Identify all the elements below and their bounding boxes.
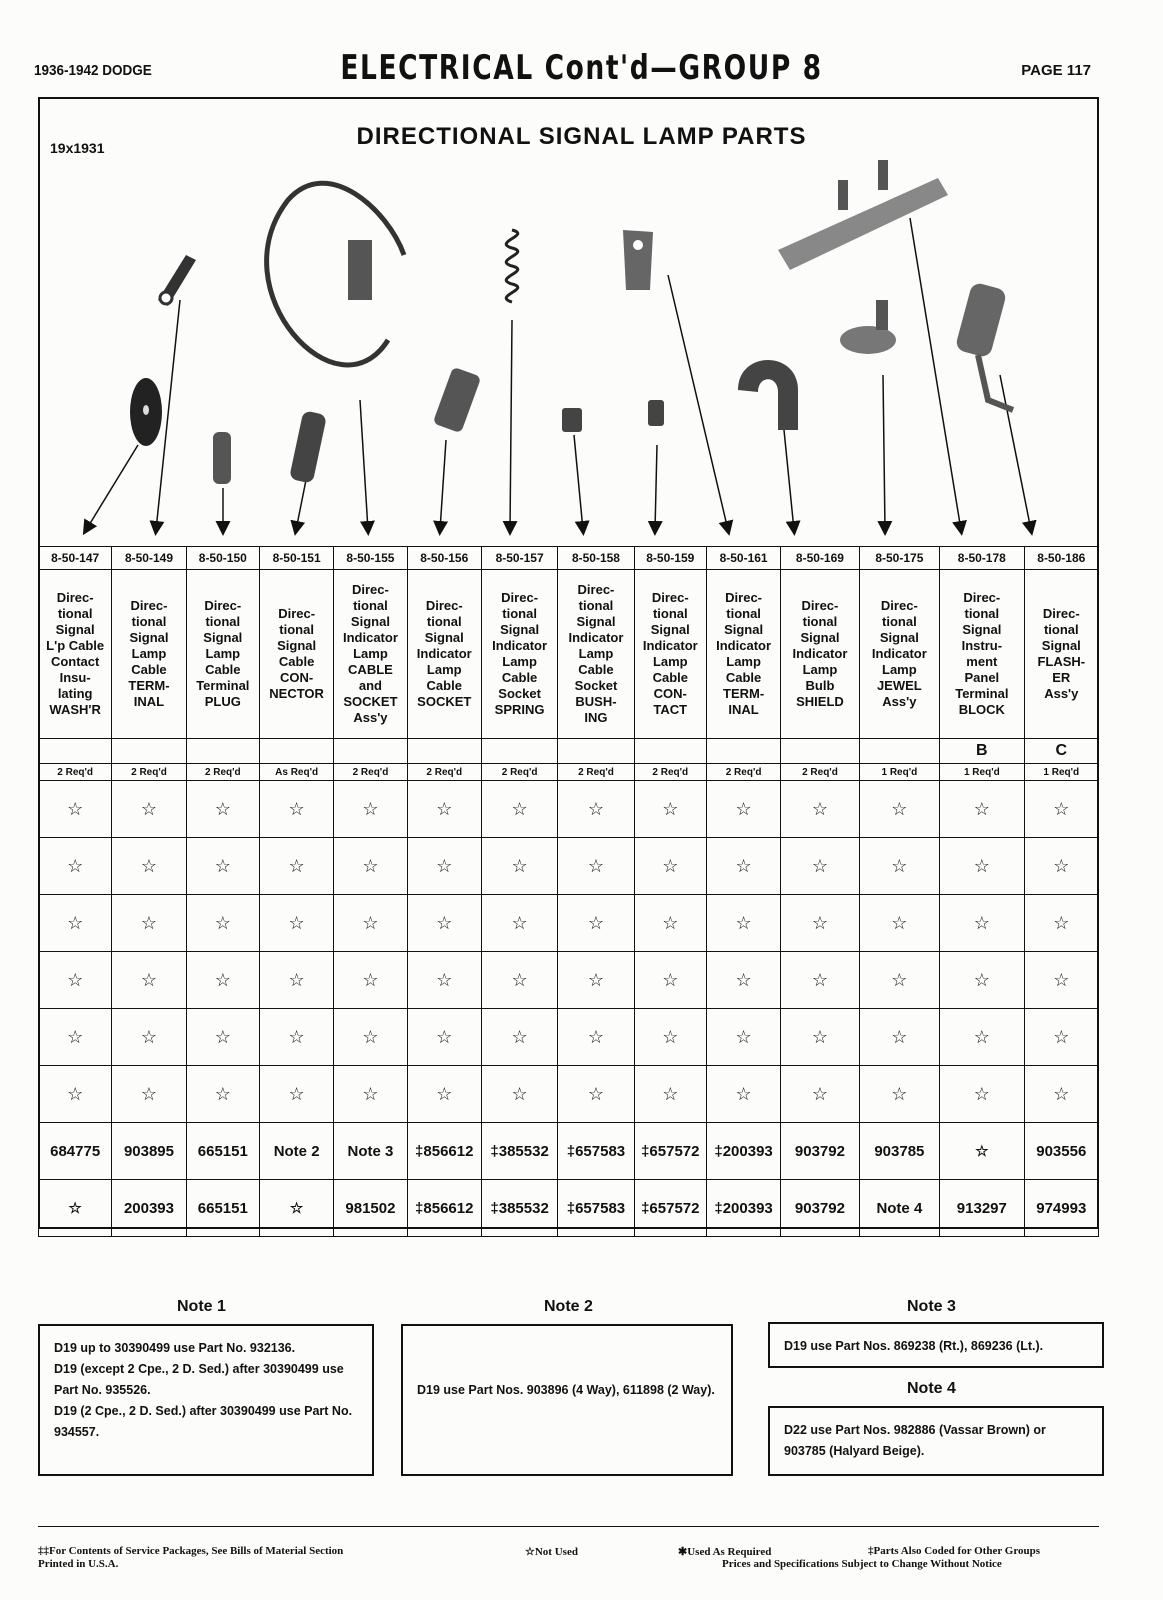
jewel-icon [840, 300, 896, 354]
not-used-star: ☆ [781, 895, 859, 952]
not-used-star: ☆ [407, 1066, 481, 1123]
not-used-star: ☆ [39, 1066, 112, 1123]
part-group-number: 8-50-147 [39, 547, 112, 570]
cable-socket-icon [267, 183, 404, 365]
not-used-star: ☆ [407, 895, 481, 952]
quantity-required: 2 Req'd [112, 764, 186, 781]
part-group-number: 8-50-178 [940, 547, 1025, 570]
not-used-star: ☆ [334, 952, 407, 1009]
not-used-star: ☆ [112, 838, 186, 895]
not-used-star: ☆ [781, 952, 859, 1009]
not-used-star: ☆ [1024, 952, 1098, 1009]
not-used-star: ☆ [407, 838, 481, 895]
part-description: Direc- tional Signal Indicator Lamp Cable SOCKET [407, 570, 481, 739]
part-number: 665151 [186, 1123, 259, 1180]
part-number: 903792 [781, 1123, 859, 1180]
part-number: Note 4 [859, 1180, 939, 1237]
not-used-star: ☆ [334, 1009, 407, 1066]
not-used-star: ☆ [112, 781, 186, 838]
footer-not-used: ☆Not Used [525, 1546, 578, 1558]
not-used-star: ☆ [558, 895, 634, 952]
quantity-required: 2 Req'd [186, 764, 259, 781]
part-number: ‡657583 [558, 1123, 634, 1180]
note3-box: D19 use Part Nos. 869238 (Rt.), 869236 (Lt.). [768, 1322, 1104, 1368]
not-used-star: ☆ [781, 781, 859, 838]
part-number: ‡856612 [407, 1180, 481, 1237]
not-used-star: ☆ [39, 838, 112, 895]
code-row [39, 739, 1099, 764]
part-code [186, 739, 259, 764]
part-description: Direc- tional Signal L'p Cable Contact Insu- lating WASH'R [39, 570, 112, 739]
part-description: Direc- tional Signal Indicator Lamp CABLE and SOCKET Ass'y [334, 570, 407, 739]
not-used-star: ☆ [186, 838, 259, 895]
quantity-required: 2 Req'd [481, 764, 557, 781]
not-used-star: ☆ [186, 895, 259, 952]
not-used-star: ☆ [706, 781, 780, 838]
part-group-number: 8-50-169 [781, 547, 859, 570]
quantity-required: 2 Req'd [334, 764, 407, 781]
part-code [558, 739, 634, 764]
quantity-required: As Req'd [259, 764, 333, 781]
star-row [39, 1066, 1099, 1123]
not-used-star: ☆ [558, 838, 634, 895]
not-used-star: ☆ [706, 1066, 780, 1123]
not-used-star: ☆ [859, 838, 939, 895]
part-number: 903792 [781, 1180, 859, 1237]
not-used-star: ☆ [1024, 781, 1098, 838]
not-used-star: ☆ [558, 1066, 634, 1123]
part-number: ‡200393 [706, 1180, 780, 1237]
part-row [39, 1180, 1099, 1237]
not-used-star: ☆ [334, 1066, 407, 1123]
not-used-star: ☆ [1024, 1066, 1098, 1123]
num-row [39, 547, 1099, 570]
not-used-star: ☆ [186, 952, 259, 1009]
not-used-star: ☆ [481, 1009, 557, 1066]
part-group-number: 8-50-155 [334, 547, 407, 570]
footer-prices: Prices and Specifications Subject to Change Without Notice [722, 1558, 1002, 1570]
not-used-star: ☆ [706, 895, 780, 952]
not-used-star: ☆ [259, 838, 333, 895]
part-group-number: 8-50-149 [112, 547, 186, 570]
footer-rule [38, 1526, 1099, 1527]
not-used-star: ☆ [259, 781, 333, 838]
section-title: DIRECTIONAL SIGNAL LAMP PARTS [356, 123, 807, 150]
not-used-star: ☆ [334, 895, 407, 952]
not-used-star: ☆ [481, 895, 557, 952]
not-used-star: ☆ [940, 895, 1025, 952]
not-used-star: ☆ [781, 1009, 859, 1066]
not-used-star: ☆ [706, 1009, 780, 1066]
part-code: B [940, 739, 1025, 764]
not-used-star: ☆ [558, 952, 634, 1009]
part-description: Direc- tional Signal Cable CON- NECTOR [259, 570, 333, 739]
page-number: PAGE 117 [1021, 62, 1091, 79]
part-description: Direc- tional Signal Instru- ment Panel Terminal BLOCK [940, 570, 1025, 739]
not-used-star: ☆ [39, 781, 112, 838]
star-row [39, 838, 1099, 895]
not-used-star: ☆ [481, 952, 557, 1009]
not-used-star: ☆ [634, 1009, 706, 1066]
part-number: 200393 [112, 1180, 186, 1237]
flasher-icon [955, 282, 1013, 410]
not-used-star: ☆ [859, 1009, 939, 1066]
quantity-required: 2 Req'd [706, 764, 780, 781]
quantity-required: 2 Req'd [407, 764, 481, 781]
footer-as-required: ✱Used As Required [678, 1546, 772, 1558]
part-number: ‡385532 [481, 1123, 557, 1180]
part-number: ‡657583 [558, 1180, 634, 1237]
note2-title: Note 2 [544, 1298, 593, 1315]
desc-row [39, 570, 1099, 739]
not-used-star: ☆ [334, 781, 407, 838]
part-number: ☆ [940, 1123, 1025, 1180]
note2-box: D19 use Part Nos. 903896 (4 Way), 611898 (2 Way). [401, 1324, 733, 1476]
contact-icon [648, 400, 664, 426]
not-used-star: ☆ [112, 1066, 186, 1123]
note1-line: D19 up to 30390499 use Part No. 932136. [54, 1341, 296, 1355]
part-number: Note 3 [334, 1123, 407, 1180]
quantity-required: 2 Req'd [781, 764, 859, 781]
not-used-star: ☆ [112, 1009, 186, 1066]
part-group-number: 8-50-157 [481, 547, 557, 570]
part-group-number: 8-50-158 [558, 547, 634, 570]
quantity-required: 2 Req'd [558, 764, 634, 781]
plug-icon [213, 432, 231, 484]
not-used-star: ☆ [859, 952, 939, 1009]
star-row [39, 1009, 1099, 1066]
not-used-star: ☆ [186, 781, 259, 838]
not-used-star: ☆ [634, 895, 706, 952]
part-code [481, 739, 557, 764]
star-row [39, 895, 1099, 952]
part-code: C [1024, 739, 1098, 764]
part-number: ☆ [39, 1180, 112, 1237]
part-description: Direc- tional Signal Indicator Lamp JEWEL Ass'y [859, 570, 939, 739]
terminal-block-icon [778, 160, 948, 270]
part-description: Direc- tional Signal Lamp Cable Terminal PLUG [186, 570, 259, 739]
not-used-star: ☆ [634, 838, 706, 895]
not-used-star: ☆ [781, 838, 859, 895]
part-number: ‡657572 [634, 1180, 706, 1237]
spring-icon [506, 230, 518, 302]
req-row [39, 764, 1099, 781]
part-description: Direc- tional Signal Indicator Lamp Cable TERM- INAL [706, 570, 780, 739]
quantity-required: 1 Req'd [1024, 764, 1098, 781]
not-used-star: ☆ [706, 838, 780, 895]
washer-icon [130, 378, 162, 446]
footer-printed: Printed in U.S.A. [38, 1558, 119, 1570]
part-group-number: 8-50-161 [706, 547, 780, 570]
not-used-star: ☆ [1024, 838, 1098, 895]
not-used-star: ☆ [259, 895, 333, 952]
not-used-star: ☆ [940, 838, 1025, 895]
not-used-star: ☆ [859, 781, 939, 838]
not-used-star: ☆ [1024, 895, 1098, 952]
note1-box [38, 1324, 374, 1476]
cable-terminal-icon [623, 230, 653, 290]
terminal-icon [158, 255, 196, 306]
part-code [634, 739, 706, 764]
star-row [39, 781, 1099, 838]
part-group-number: 8-50-156 [407, 547, 481, 570]
part-description: Direc- tional Signal Indicator Lamp Cable CON- TACT [634, 570, 706, 739]
part-code [859, 739, 939, 764]
part-description: Direc- tional Signal Lamp Cable TERM- INAL [112, 570, 186, 739]
star-row [39, 952, 1099, 1009]
bushing-icon [562, 408, 582, 432]
part-code [781, 739, 859, 764]
part-number: ‡385532 [481, 1180, 557, 1237]
note4-box: D22 use Part Nos. 982886 (Vassar Brown) or 903785 (Halyard Beige). [768, 1406, 1104, 1476]
quantity-required: 2 Req'd [39, 764, 112, 781]
not-used-star: ☆ [940, 952, 1025, 1009]
part-code [706, 739, 780, 764]
not-used-star: ☆ [634, 781, 706, 838]
not-used-star: ☆ [259, 952, 333, 1009]
part-description: Direc- tional Signal Indicator Lamp Bulb SHIELD [781, 570, 859, 739]
not-used-star: ☆ [940, 1066, 1025, 1123]
not-used-star: ☆ [481, 838, 557, 895]
part-number: 903895 [112, 1123, 186, 1180]
bulb-shield-icon [738, 360, 798, 430]
not-used-star: ☆ [39, 952, 112, 1009]
not-used-star: ☆ [706, 952, 780, 1009]
quantity-required: 1 Req'd [859, 764, 939, 781]
note1-line: D19 (except 2 Cpe., 2 D. Sed.) after 30390499 use Part No. 935526. [54, 1362, 344, 1397]
not-used-star: ☆ [39, 1009, 112, 1066]
not-used-star: ☆ [558, 1009, 634, 1066]
not-used-star: ☆ [940, 1009, 1025, 1066]
not-used-star: ☆ [407, 781, 481, 838]
part-group-number: 8-50-151 [259, 547, 333, 570]
part-group-number: 8-50-175 [859, 547, 939, 570]
part-number: ☆ [259, 1180, 333, 1237]
model-number: 19x1931 [50, 140, 105, 156]
not-used-star: ☆ [186, 1009, 259, 1066]
part-code [39, 739, 112, 764]
parts-table [38, 546, 1099, 1237]
connector-icon [289, 410, 327, 483]
not-used-star: ☆ [481, 781, 557, 838]
part-code [112, 739, 186, 764]
not-used-star: ☆ [481, 1066, 557, 1123]
not-used-star: ☆ [259, 1066, 333, 1123]
part-number: 913297 [940, 1180, 1025, 1237]
not-used-star: ☆ [112, 952, 186, 1009]
footer-also-coded: ‡Parts Also Coded for Other Groups [868, 1545, 1041, 1557]
page-title: ELECTRICAL Cont'd—GROUP 8 [340, 48, 823, 88]
quantity-required: 1 Req'd [940, 764, 1025, 781]
socket-icon [433, 367, 482, 434]
part-group-number: 8-50-150 [186, 547, 259, 570]
not-used-star: ☆ [634, 1066, 706, 1123]
note1-title: Note 1 [177, 1298, 226, 1315]
not-used-star: ☆ [634, 952, 706, 1009]
not-used-star: ☆ [112, 895, 186, 952]
not-used-star: ☆ [859, 1066, 939, 1123]
part-description: Direc- tional Signal Indicator Lamp Cable Socket SPRING [481, 570, 557, 739]
part-number: 903785 [859, 1123, 939, 1180]
part-number: 903556 [1024, 1123, 1098, 1180]
quantity-required: 2 Req'd [634, 764, 706, 781]
not-used-star: ☆ [334, 838, 407, 895]
note3-title: Note 3 [907, 1298, 956, 1315]
not-used-star: ☆ [940, 781, 1025, 838]
note1-line: D19 (2 Cpe., 2 D. Sed.) after 30390499 use Part No. 934557. [54, 1404, 353, 1439]
part-number: 665151 [186, 1180, 259, 1237]
not-used-star: ☆ [558, 781, 634, 838]
parts-illustration [38, 160, 1099, 545]
not-used-star: ☆ [1024, 1009, 1098, 1066]
part-number: ‡200393 [706, 1123, 780, 1180]
part-description: Direc- tional Signal FLASH- ER Ass'y [1024, 570, 1098, 739]
part-number: 974993 [1024, 1180, 1098, 1237]
part-number: ‡856612 [407, 1123, 481, 1180]
part-number: ‡657572 [634, 1123, 706, 1180]
part-number: 684775 [39, 1123, 112, 1180]
footer-service-packages: ‡‡For Contents of Service Packages, See Bills of Material Section [38, 1545, 344, 1557]
not-used-star: ☆ [781, 1066, 859, 1123]
part-code [334, 739, 407, 764]
note4-title: Note 4 [907, 1380, 956, 1397]
not-used-star: ☆ [859, 895, 939, 952]
part-code [259, 739, 333, 764]
part-number: 981502 [334, 1180, 407, 1237]
not-used-star: ☆ [407, 1009, 481, 1066]
part-code [407, 739, 481, 764]
part-group-number: 8-50-159 [634, 547, 706, 570]
not-used-star: ☆ [186, 1066, 259, 1123]
part-number: Note 2 [259, 1123, 333, 1180]
not-used-star: ☆ [39, 895, 112, 952]
not-used-star: ☆ [407, 952, 481, 1009]
part-row [39, 1123, 1099, 1180]
not-used-star: ☆ [259, 1009, 333, 1066]
part-description: Direc- tional Signal Indicator Lamp Cable Socket BUSH- ING [558, 570, 634, 739]
part-group-number: 8-50-186 [1024, 547, 1098, 570]
header-left: 1936-1942 DODGE [34, 62, 152, 79]
